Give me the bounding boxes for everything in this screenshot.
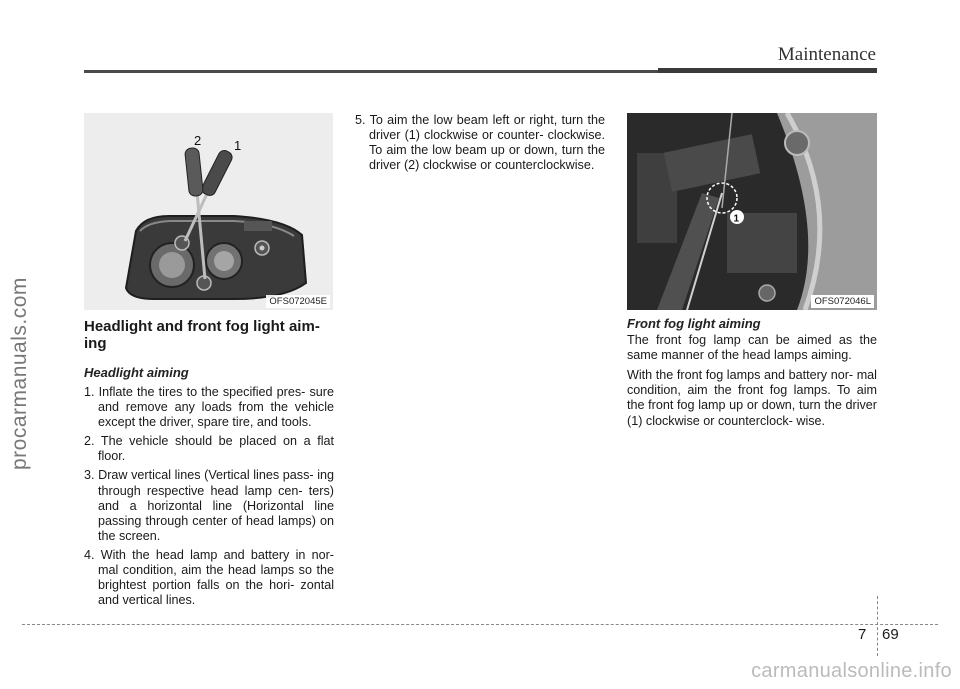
section-title: Maintenance (777, 44, 876, 65)
headlight-steps (84, 385, 334, 608)
fog-light-figure (627, 113, 877, 310)
figure1-label-1: 1 (234, 138, 242, 153)
fog-light-photo (627, 113, 877, 310)
headlight-aiming-subheading: Headlight aiming (84, 365, 189, 380)
fog-light-aiming-subheading: Front fog light aiming (627, 316, 761, 331)
section-heading: Headlight and front fog light aim- ing (84, 318, 320, 352)
watermark-left: procarmanuals.com (8, 277, 31, 470)
step-1: 1. Inflate the tires to the specified pres- sure and remove any loads from the vehicle except the driver, spare tire, and tools. (84, 385, 334, 430)
footer-divider (877, 596, 878, 656)
footer-rule (22, 624, 938, 625)
right-column (627, 316, 877, 434)
page-number: 69 (882, 626, 899, 643)
middle-steps (355, 113, 605, 173)
header-rule-accent (658, 68, 877, 73)
figure2-label-1: 1 (733, 213, 740, 225)
step-4: 4. With the head lamp and battery in nor- mal condition, aim the head lamps so the brightest portion falls on the hori- zontal and vertical lines. (84, 547, 334, 608)
watermark-bottom: carmanualsonline.info (751, 660, 952, 682)
middle-column (355, 113, 605, 177)
step-5: 5. To aim the low beam left or right, turn the driver (1) clockwise or counter- clockwise. To aim the low beam up or down, turn the driver (2) clockwise or counterclockwise. (355, 113, 605, 173)
figure2-code: OFS072046L (811, 295, 874, 308)
step-2: 2. The vehicle should be placed on a flat floor. (84, 434, 334, 464)
left-column (84, 318, 334, 612)
step-3: 3. Draw vertical lines (Vertical lines pass- ing through respective head lamp cen- ters) and a horizontal line (Horizontal line passing through center of head lamps) on the screen. (84, 468, 334, 543)
figure1-code: OFS072045E (266, 295, 330, 308)
fog-paragraph-2: With the front fog lamps and battery nor- mal condition, aim the front fog lamps. To aim the front fog lamp up or down, turn the driver (1) clockwise or counterclock- wise. (627, 368, 877, 428)
figure1-label-2: 2 (194, 133, 202, 148)
headlight-figure (84, 113, 333, 310)
headlight-illustration (84, 113, 333, 310)
chapter-number: 7 (858, 626, 867, 643)
fog-paragraph-1: The front fog lamp can be aimed as the same manner of the head lamps aiming. (627, 333, 877, 363)
